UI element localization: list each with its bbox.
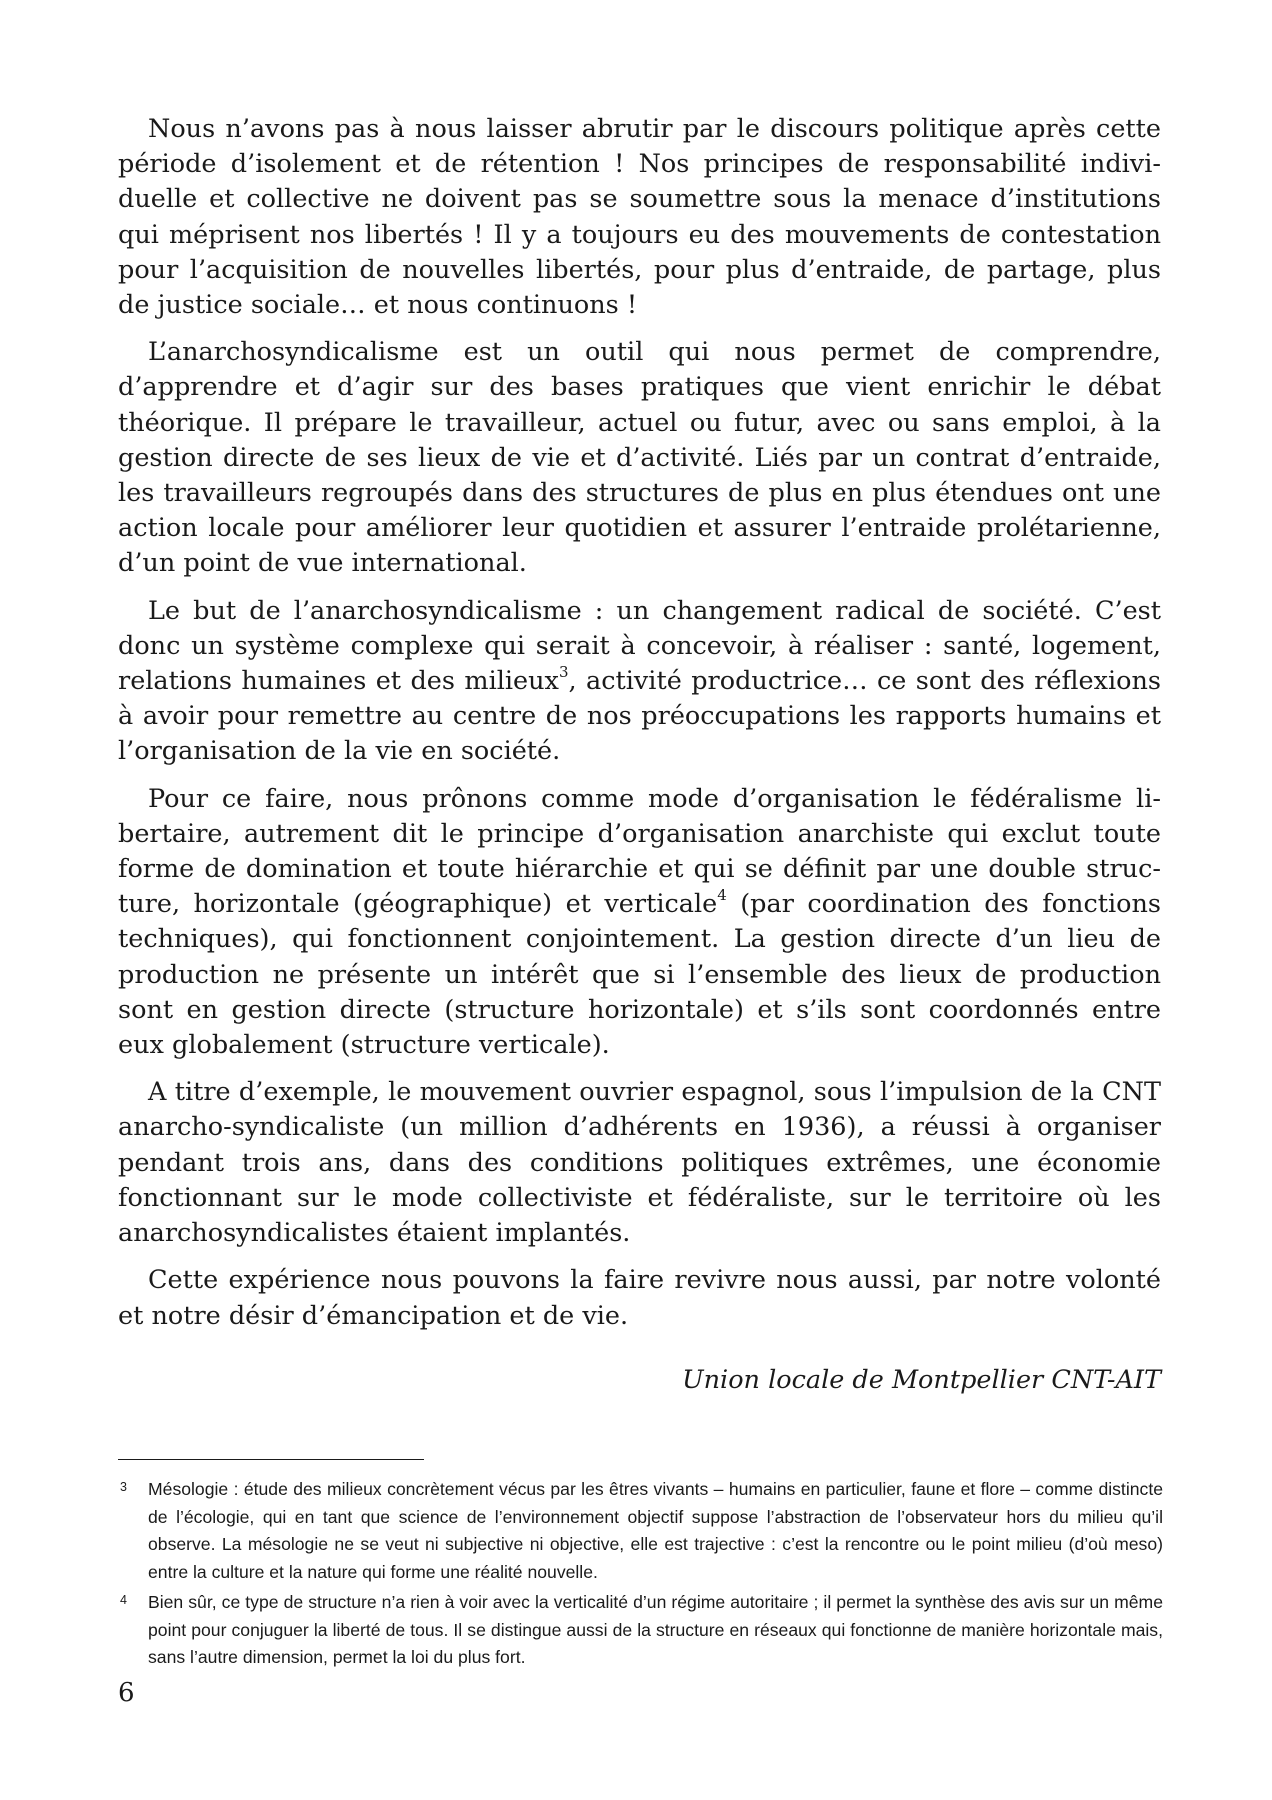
- footnote-3: [118, 1476, 1163, 1586]
- body-text: [118, 112, 1161, 1346]
- paragraph-3: [118, 594, 1161, 770]
- footnote-text: Bien sûr, ce type de structure n’a rien à voir avec la verticalité d’un régime autoritaire ; il permet la synthèse des avis sur un même point pour conjuguer la liberté de tous. Il se distingue aussi de la structure en réseaux qui fonctionne de manière horizontale mais, sans l’autre dimension, permet la loi du plus fort.: [148, 1592, 1163, 1667]
- paragraph-3-text-b: , activité productrice… ce sont des réflexions à avoir pour remettre au centre de nos préoccupations les rapports humains et l’organisation de la vie en société.: [118, 666, 1161, 767]
- paragraph-4-text-a: Pour ce faire, nous prônons comme mode d’organisation le fédéralisme libertaire, autrement dit le principe d’organisation anarchiste qui exclut toute forme de domination et toute hiérarchie et qui se définit par une double structure, horizontale (géographique) et verticale: [118, 783, 1161, 920]
- paragraph-4-text-b: (par coordination des fonctions techniques), qui fonctionnent conjointement. La gestion directe d’un lieu de production ne présente un intérêt que si l’ensemble des lieux de production sont en gestion directe (structure horizontale) et s’ils sont coordonnés entre eux globalement (structure verticale).: [118, 889, 1161, 1061]
- paragraph-5: A titre d’exemple, le mouvement ouvrier espagnol, sous l’impulsion de la CNT anarcho-syndicaliste (un million d’adhérents en 1936), a réussi à organiser pendant trois ans, dans des conditions politiques extrêmes, une économie fonctionnant sur le mode collectiviste et fédéraliste, sur le territoire où les anarchosyndicalistes étaient implantés.: [118, 1077, 1161, 1249]
- signature: Union locale de Montpellier CNT-AIT: [682, 1365, 1161, 1395]
- paragraph-6: Cette expérience nous pouvons la faire revivre nous aussi, par notre volonté et notre désir d’émancipation et de vie.: [118, 1265, 1161, 1331]
- footnote-divider: [118, 1459, 424, 1460]
- footnote-ref-4: 4: [717, 886, 727, 905]
- footnote-number: 4: [120, 1593, 127, 1607]
- paragraph-1: Nous n’avons pas à nous laisser abrutir par le discours politique après cette période d’isolement et de rétention ! Nos principes de responsabilité individuelle et collective ne doivent pas se soumettre sous la menace d’institutions qui méprisent nos libertés ! Il y a toujours eu des mouvements de contestation pour l’acquisition de nouvelles libertés, pour plus d’entraide, de partage, plus de justice sociale… et nous continuons !: [118, 114, 1161, 321]
- footnote-text: Mésologie : étude des milieux concrètement vécus par les êtres vivants – humains en particulier, faune et flore – comme distincte de l’écologie, qui en tant que science de l’environnement objectif suppose l’abstraction de l’observateur hors du milieu qu’il observe. La mésologie ne se veut ni subjective ni objective, elle est trajective : c’est la rencontre ou le point milieu (d’où meso) entre la culture et la nature qui forme une réalité nouvelle.: [148, 1479, 1163, 1582]
- page-number: 6: [118, 1678, 135, 1708]
- footnote-ref-3: 3: [558, 663, 569, 682]
- paragraph-2: L’anarchosyndicalisme est un outil qui nous permet de comprendre, d’apprendre et d’agir sur des bases pratiques que vient enrichir le débat théorique. Il prépare le travailleur, actuel ou futur, avec ou sans emploi, à la gestion directe de ses lieux de vie et d’activité. Liés par un contrat d’entraide, les travailleurs regroupés dans des structures de plus en plus étendues ont une action locale pour améliorer leur quotidien et assurer l’entraide prolétarienne, d’un point de vue international.: [118, 337, 1161, 579]
- paragraph-3-text-a: Le but de l’anarchosyndicalisme : un changement radical de société. C’est donc un système complexe qui serait à concevoir, à réaliser : santé, logement, relations humaines et des milieux: [118, 595, 1161, 697]
- paragraph-4: [118, 782, 1161, 1064]
- footnote-4: [118, 1589, 1163, 1672]
- footnote-number: 3: [120, 1480, 127, 1494]
- footnotes: [118, 1476, 1163, 1675]
